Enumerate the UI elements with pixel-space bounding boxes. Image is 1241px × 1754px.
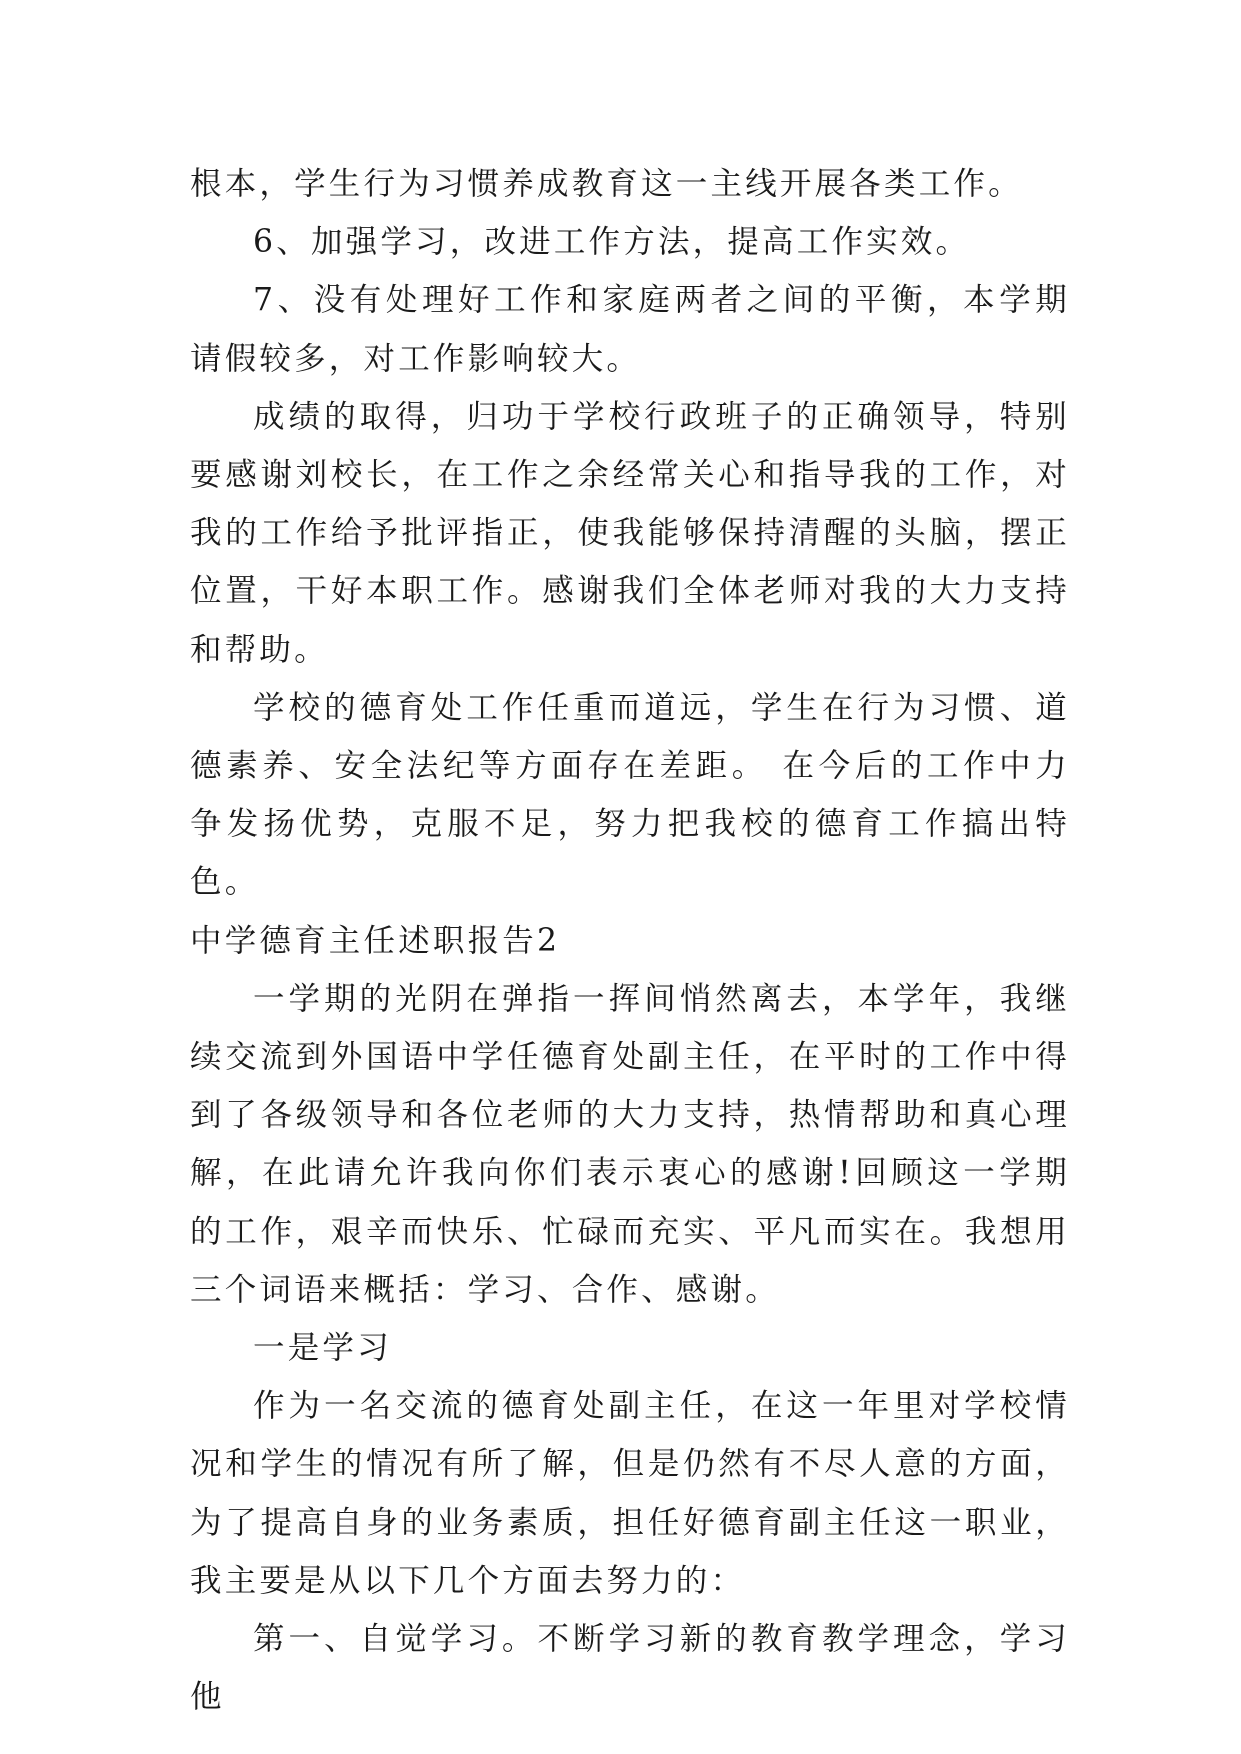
paragraph-intro: 一学期的光阴在弹指一挥间悄然离去，本学年，我继续交流到外国语中学任德育处副主任，在平时的工作中得到了各级领导和各位老师的大力支持，热情帮助和真心理解，在此请允许我向你们表示衷心的感谢!回顾这一学期的工作，艰辛而快乐、忙碌而充实、平凡而实在。我想用三个词语来概括：学习、合作、感谢。 — [190, 980, 1070, 1308]
paragraph-outlook: 学校的德育处工作任重而道远，学生在行为习惯、道德素养、安全法纪等方面存在差距。 在今后的工作中力争发扬优势，克服不足，努力把我校的德育工作搞出特色。 — [190, 689, 1070, 901]
document-body — [190, 155, 1070, 1726]
paragraph-heading-learning: 一是学习 — [253, 1330, 392, 1367]
paragraph-item-7: 7、没有处理好工作和家庭两者之间的平衡，本学期请假较多，对工作影响较大。 — [190, 282, 1070, 377]
paragraph-self-study: 第一、自觉学习。不断学习新的教育教学理念，学习他 — [190, 1621, 1070, 1716]
paragraph-achievements: 成绩的取得，归功于学校行政班子的正确领导，特别要感谢刘校长，在工作之余经常关心和指导我的工作，对我的工作给予批评指正，使我能够保持清醒的头脑，摆正位置，干好本职工作。感谢我们全体老师对我的大力支持和帮助。 — [190, 398, 1070, 668]
paragraph-continuation: 根本，学生行为习惯养成教育这一主线开展各类工作。 — [190, 166, 1023, 202]
paragraph-item-6: 6、加强学习，改进工作方法，提高工作实效。 — [253, 224, 971, 261]
section-title: 中学德育主任述职报告2 — [190, 922, 561, 959]
paragraph-learning: 作为一名交流的德育处副主任，在这一年里对学校情况和学生的情况有所了解，但是仍然有不尽人意的方面，为了提高自身的业务素质，担任好德育副主任这一职业，我主要是从以下几个方面去努力的： — [190, 1388, 1070, 1599]
